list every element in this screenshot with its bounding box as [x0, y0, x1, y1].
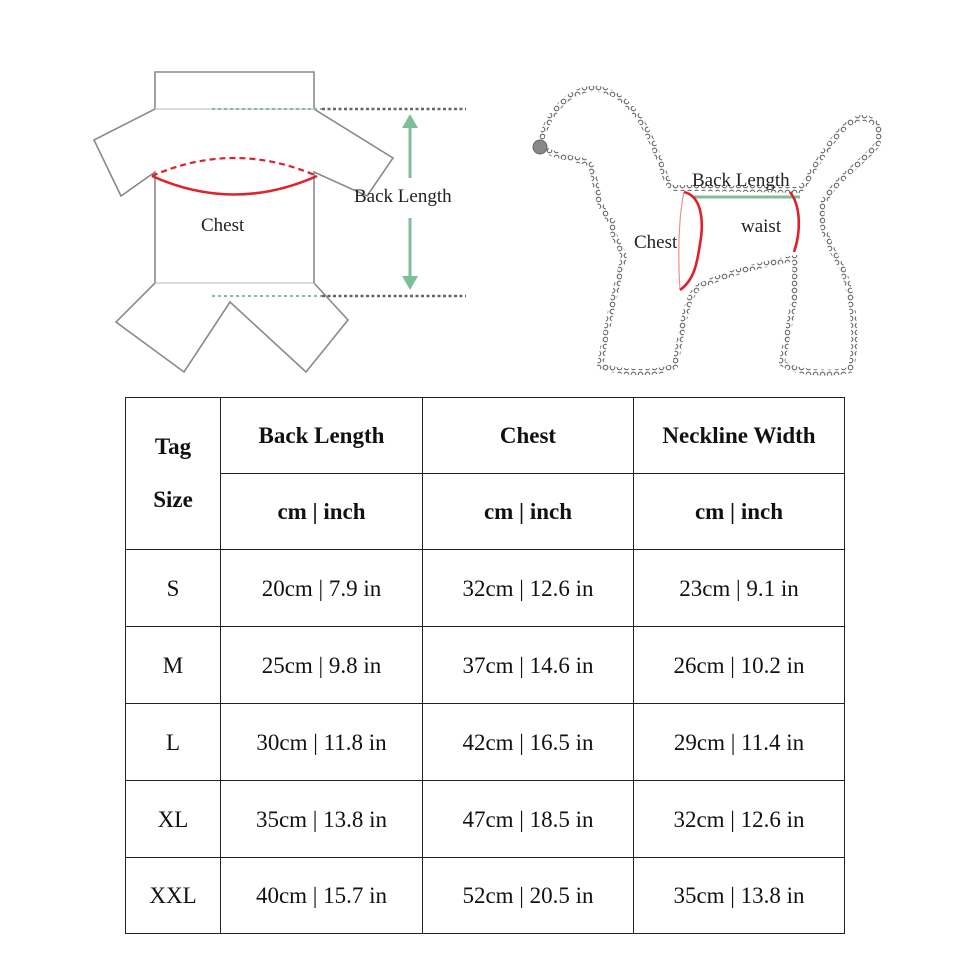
dog-waist-label: waist [741, 216, 782, 237]
unit-cell: cm | inch [221, 474, 423, 550]
tag-size-header [126, 398, 221, 550]
value-cell: 47cm | 18.5 in [423, 781, 634, 858]
unit-cell: cm | inch [423, 474, 634, 550]
size-cell: XXL [126, 858, 221, 934]
size-cell: XL [126, 781, 221, 858]
arrowhead-down [402, 276, 418, 290]
dog-back-length-label: Back Length [692, 170, 790, 191]
value-cell: 37cm | 14.6 in [423, 627, 634, 704]
garment-back-length-label: Back Length [354, 186, 452, 207]
value-cell: 29cm | 11.4 in [634, 704, 845, 781]
garment-chest-label: Chest [201, 215, 245, 236]
unit-row [126, 474, 845, 550]
value-cell: 52cm | 20.5 in [423, 858, 634, 934]
tag-header-line-2: Size [153, 486, 193, 512]
column-header-neckline-width: Neckline Width [634, 398, 845, 474]
table-row [126, 858, 845, 934]
dog-nose-icon [533, 140, 547, 154]
dog-diagram [533, 89, 879, 373]
value-cell: 32cm | 12.6 in [634, 781, 845, 858]
value-cell: 42cm | 16.5 in [423, 704, 634, 781]
value-cell: 30cm | 11.8 in [221, 704, 423, 781]
value-cell: 32cm | 12.6 in [423, 550, 634, 627]
tag-header-line-1: Tag [154, 433, 192, 459]
size-cell: M [126, 627, 221, 704]
value-cell: 20cm | 7.9 in [221, 550, 423, 627]
size-cell: L [126, 704, 221, 781]
dog-chest-label: Chest [634, 232, 678, 253]
value-cell: 35cm | 13.8 in [221, 781, 423, 858]
size-cell: S [126, 550, 221, 627]
size-chart-table [125, 397, 845, 934]
garment-diagram [94, 72, 466, 372]
arrowhead-up [402, 114, 418, 128]
table-row [126, 704, 845, 781]
value-cell: 26cm | 10.2 in [634, 627, 845, 704]
value-cell: 40cm | 15.7 in [221, 858, 423, 934]
value-cell: 23cm | 9.1 in [634, 550, 845, 627]
table-row [126, 550, 845, 627]
dog-outline [540, 89, 879, 373]
measurement-diagrams [0, 0, 960, 390]
table-row [126, 781, 845, 858]
column-header-back-length: Back Length [221, 398, 423, 474]
column-header-chest: Chest [423, 398, 634, 474]
table-header-row [126, 398, 845, 474]
unit-cell: cm | inch [634, 474, 845, 550]
value-cell: 35cm | 13.8 in [634, 858, 845, 934]
value-cell: 25cm | 9.8 in [221, 627, 423, 704]
table-row [126, 627, 845, 704]
